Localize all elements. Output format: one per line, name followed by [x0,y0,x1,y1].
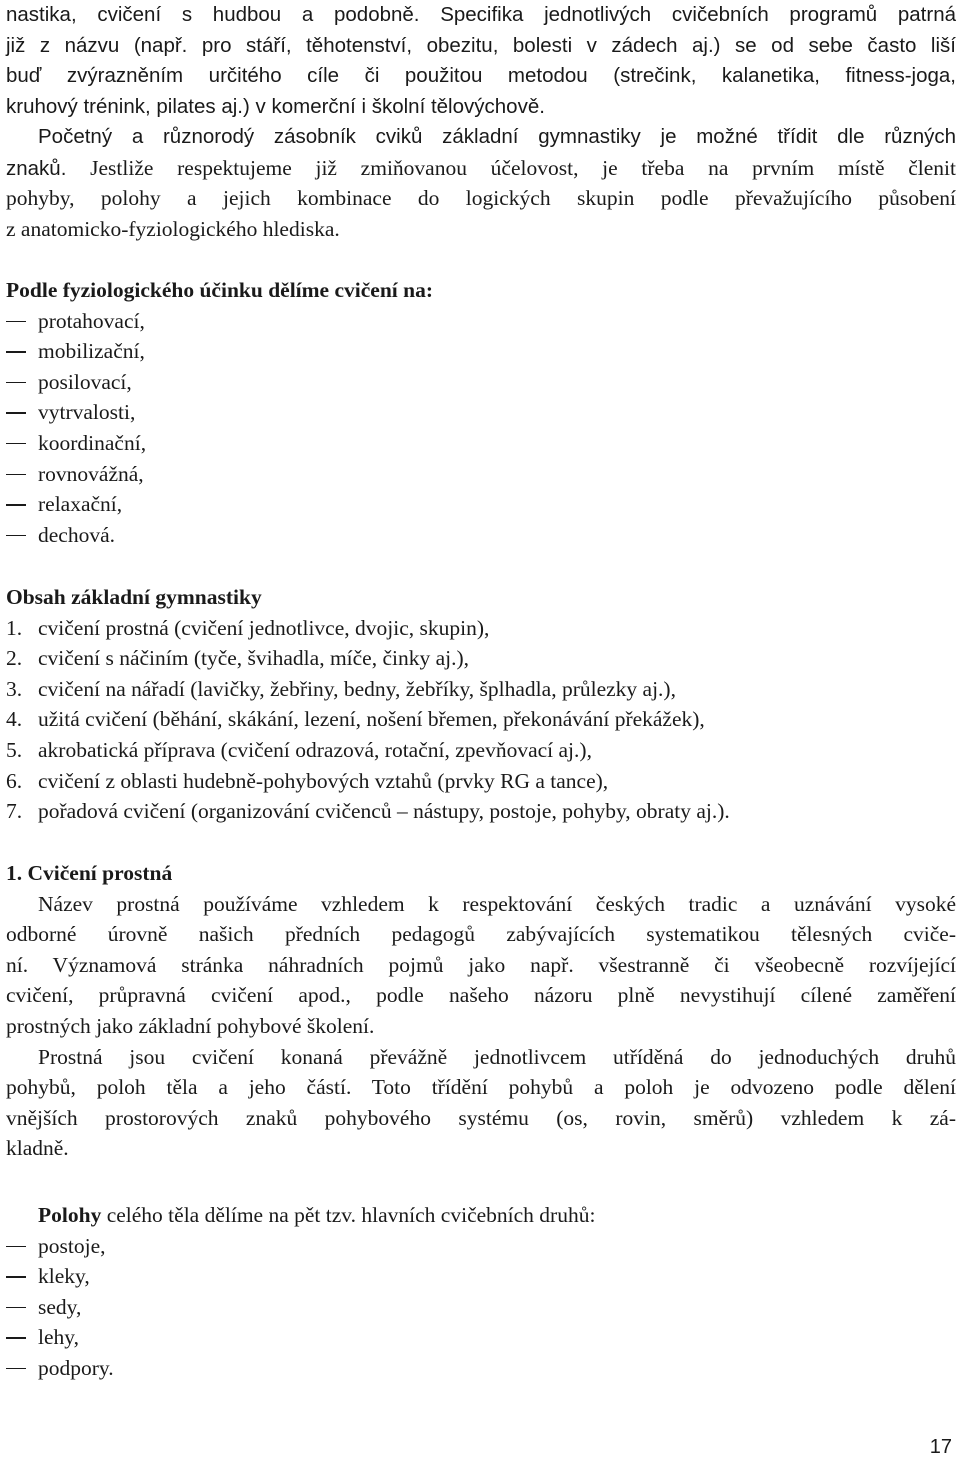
positions-section [6,1200,956,1384]
text-line: kladně. [6,1136,69,1161]
paragraph [6,1042,956,1164]
positions-lead-rest: celého těla dělíme na pět tzv. hlavních cvičebních druhů: [101,1203,596,1227]
text-line: Prostná jsou cvičení konaná převážně jednotlivcem utříděná do jednoduchých druhů [38,1044,956,1069]
list-item: kleky, [6,1261,956,1292]
effects-list [6,306,956,551]
list-item: sedy, [6,1292,956,1323]
dash-icon [6,382,26,383]
list-item: 2. cvičení s náčiním (tyče, švihadla, míče, činky aj.), [6,646,470,671]
dash-icon [6,474,26,475]
section-prostna [6,858,956,1164]
text-fragment: znaků. [6,156,67,180]
text-line: Početný a různorodý zásobník cviků základní gymnastiky je možné třídit dle různých [38,125,956,148]
list-item: postoje, [6,1231,956,1262]
list-item: 3. cvičení na nářadí (lavičky, žebřiny, bedny, žebříky, šplhadla, průlezky aj.), [6,676,676,701]
text-line: vnějších prostorových znaků pohybového systému (os, rovin, směrů) vzhledem k zá- [6,1105,956,1130]
dash-icon [6,535,26,536]
text-line: znaků. Jestliže respektujeme již zmiňovanou účelovost, je třeba na prvním místě členit [6,155,956,180]
text-line: již z názvu (např. pro stáří, těhotenství, obezitu, bolesti v zádech aj.) se od sebe často liší [6,33,956,57]
list-item: lehy, [6,1322,956,1353]
content-heading: Obsah základní gymnastiky [6,585,262,609]
dash-icon [6,1307,26,1308]
list-item: protahovací, [6,306,956,337]
list-item: 1. cvičení prostná (cvičení jednotlivce, dvojic, skupin), [6,615,490,640]
dash-icon [6,321,26,322]
text-line: z anatomicko-fyziologického hlediska. [6,216,340,241]
text-line: buď zvýrazněním určitého cíle či použitou metodou (strečink, kalanetika, fitness-joga, [6,64,956,88]
dash-icon [6,504,26,505]
list-item: 7. pořadová cvičení (organizování cvičenců – nástupy, postoje, pohyby, obraty aj.). [6,799,730,824]
content-list [6,613,956,827]
list-item: 5. akrobatická příprava (cvičení odrazová, rotační, zpevňovací aj.), [6,737,592,762]
text-line: prostných jako základní pohybové školení. [6,1013,375,1038]
text-line: Název prostná používáme vzhledem k respektování českých tradic a uznávání vysoké [38,891,956,916]
list-item: mobilizační, [6,336,956,367]
list-item: koordinační, [6,428,956,459]
list-item: podpory. [6,1353,956,1384]
list-item: rovnovážná, [6,459,956,490]
list-item: relaxační, [6,489,956,520]
dash-icon [6,1246,26,1247]
dash-icon [6,1337,26,1338]
dash-icon [6,412,26,413]
list-item: dechová. [6,520,956,551]
positions-list [6,1231,956,1384]
list-item: vytrvalosti, [6,397,956,428]
intro-paragraph [6,0,956,122]
list-item: 4. užitá cvičení (běhání, skákání, lezení, nošení břemen, překonávání překážek), [6,707,705,732]
text-line: cvičení, průpravná cvičení apod., podle našeho názoru plně nevystihují cílené zaměření [6,983,956,1008]
dash-icon [6,443,26,444]
positions-lead [6,1200,956,1231]
positions-lead-bold: Polohy [38,1203,102,1227]
dash-icon [6,1368,26,1369]
dash-icon [6,351,26,352]
text-line: odborné úrovně našich předních pedagogů zabývajících systematikou tělesných cviče- [6,922,956,947]
paragraph [6,889,956,1042]
text-line: pohyby, polohy a jejich kombinace do logických skupin podle převažujícího působení [6,186,956,211]
page-number: 17 [929,1436,952,1458]
text-line: pohybů, poloh těla a jeho částí. Toto třídění pohybů a poloh je odvozeno podle dělení [6,1075,956,1100]
classification-paragraph [6,122,956,244]
text-line: ní. Významová stránka náhradních pojmů jako např. všestranně či všeobecně rozvíjející [6,952,956,977]
text-line: nastika, cvičení s hudbou a podobně. Specifika jednotlivých cvičebních programů patrná [6,3,956,26]
effects-section [6,275,956,550]
list-item: 6. cvičení z oblasti hudebně-pohybových vztahů (prvky RG a tance), [6,768,609,793]
text-line: kruhový trénink, pilates aj.) v komerční i školní tělovýchově. [6,94,545,118]
dash-icon [6,1276,26,1277]
content-section [6,582,956,827]
section-heading: 1. Cvičení prostná [6,861,173,885]
effects-heading: Podle fyziologického účinku dělíme cvičení na: [6,278,433,302]
list-item: posilovací, [6,367,956,398]
